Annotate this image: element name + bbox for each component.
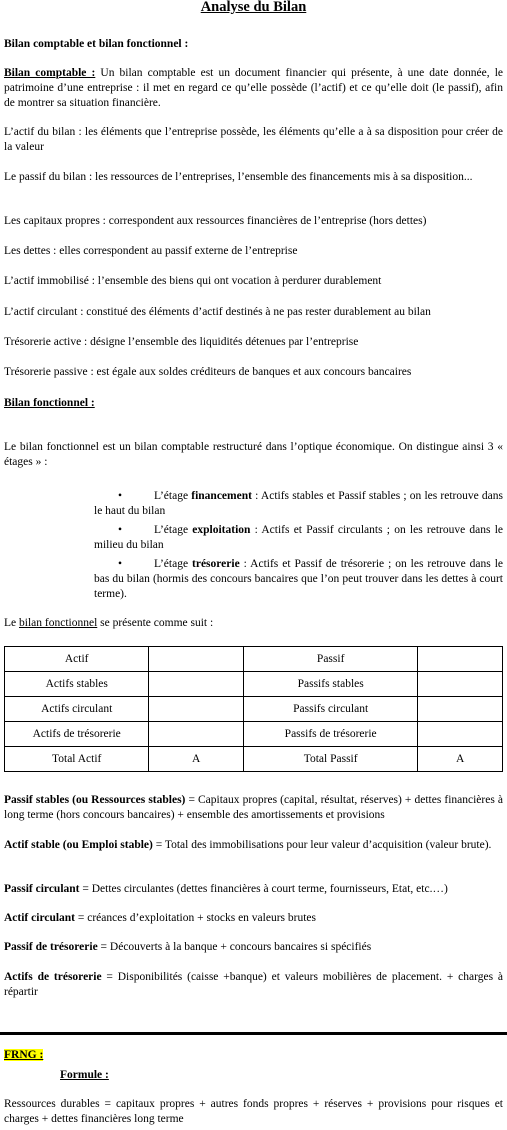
definition-actif-circulant: L’actif circulant : constitué des éléments d’actif destinés à ne pas rester durablement au bilan <box>4 306 431 318</box>
table-row <box>5 697 503 722</box>
bullet-item: • L’étage exploitation : Actifs et Passif circulants ; on les retrouve dans le milieu du bilan <box>94 524 503 551</box>
table-cell <box>149 697 244 722</box>
table-row <box>5 672 503 697</box>
table-cell <box>418 722 503 747</box>
formula-passif-tresorerie: Passif de trésorerie = Découverts à la banque + concours bancaires si spécifiés <box>4 941 372 953</box>
table-cell: Total Passif <box>244 747 418 772</box>
table-cell: Passifs circulant <box>244 697 418 722</box>
definition-actif: L’actif du bilan : les éléments que l’entreprise possède, les éléments qu’elle a à sa disposition pour créer de la valeur <box>4 126 503 153</box>
table-cell: Actif <box>5 647 149 672</box>
bilan-fonctionnel-link: bilan fonctionnel <box>19 617 98 629</box>
formule-label: Formule : <box>60 1069 109 1081</box>
bullet-item: • L’étage trésorerie : Actifs et Passif de trésorerie ; on les retrouve dans le bas du bilan (hormis des concours bancaires que l’on peut trouver dans les dettes à court terme). <box>94 558 503 600</box>
table-cell <box>149 647 244 672</box>
table-cell: Passifs stables <box>244 672 418 697</box>
definition-tresorerie-passive: Trésorerie passive : est égale aux soldes créditeurs de banques et aux concours bancaires <box>4 366 412 378</box>
table-cell <box>149 722 244 747</box>
table-cell: A <box>149 747 244 772</box>
formula-actif-stable: Actif stable (ou Emploi stable) = Total des immobilisations pour leur valeur d’acquisition (valeur brute). <box>4 839 492 851</box>
definition-actif-immobilise: L’actif immobilisé : l’ensemble des biens qui ont vocation à perdurer durablement <box>4 275 382 287</box>
table-row <box>5 722 503 747</box>
formula-actif-circulant: Actif circulant = créances d’exploitation + stocks en valeurs brutes <box>4 912 316 924</box>
table-cell <box>149 672 244 697</box>
table-row <box>5 647 503 672</box>
bilan-fonctionnel-heading: Bilan fonctionnel : <box>4 397 95 409</box>
term-label: Bilan comptable : <box>4 67 96 79</box>
bilan-comptable-paragraph <box>4 66 503 111</box>
formula-passif-circulant: Passif circulant = Dettes circulantes (dettes financières à court terme, fournisseurs, Etat, etc.…) <box>4 883 448 895</box>
term-definition: Un bilan comptable est un document financier qui présente, à une date donnée, le patrimoine d’une entreprise : il met en regard ce qu’elle possède (l’actif) et ce qu’elle doit (le passif), afin de montrer sa situation financière. <box>4 67 504 109</box>
section-divider <box>0 1032 507 1035</box>
table-cell: Actifs stables <box>5 672 149 697</box>
table-cell <box>418 647 503 672</box>
frng-heading: FRNG : <box>4 1049 44 1061</box>
bullet-icon: • <box>118 490 123 502</box>
table-row <box>5 747 503 772</box>
formula-actifs-tresorerie: Actifs de trésorerie = Disponibilités (caisse +banque) et valeurs mobilières de placement. + charges à répartir <box>4 971 503 998</box>
bullet-item: • L’étage financement : Actifs stables et Passif stables ; on les retrouve dans le haut du bilan <box>94 490 504 517</box>
table-cell: Actifs circulant <box>5 697 149 722</box>
table-cell: Passif <box>244 647 418 672</box>
formula-passif-stables: Passif stables (ou Ressources stables) = Capitaux propres (capital, résultat, réserves) + dettes financières à long terme (hors concours bancaires) + ensemble des amortissements et provisions <box>4 794 503 821</box>
definition-tresorerie-active: Trésorerie active : désigne l’ensemble des liquidités détenues par l’entreprise <box>4 336 359 348</box>
definition-passif: Le passif du bilan : les ressources de l’entreprises, l’ensemble des financements mis à sa disposition... <box>4 171 473 183</box>
table-cell: Actifs de trésorerie <box>5 722 149 747</box>
bullet-icon: • <box>118 524 123 536</box>
definition-capitaux-propres: Les capitaux propres : correspondent aux ressources financières de l’entreprise (hors dettes) <box>4 215 427 227</box>
table-cell: Total Actif <box>5 747 149 772</box>
bilan-fonctionnel-table <box>4 646 503 772</box>
table-cell <box>418 697 503 722</box>
table-cell: A <box>418 747 503 772</box>
page-title: Analyse du Bilan <box>200 0 307 15</box>
table-cell <box>418 672 503 697</box>
bullet-icon: • <box>118 558 123 570</box>
table-cell: Passifs de trésorerie <box>244 722 418 747</box>
definition-dettes: Les dettes : elles correspondent au passif externe de l’entreprise <box>4 245 298 257</box>
frng-formula: Ressources durables = capitaux propres + autres fonds propres + réserves + provisions pour risques et charges + dettes financières long terme <box>4 1098 503 1125</box>
section-heading: Bilan comptable et bilan fonctionnel : <box>4 38 189 50</box>
bilan-fonctionnel-intro: Le bilan fonctionnel est un bilan comptable restructuré dans l’optique économique. On distingue ainsi 3 « étages » : <box>4 441 503 468</box>
table-intro: Le bilan fonctionnel se présente comme suit : <box>4 617 214 629</box>
